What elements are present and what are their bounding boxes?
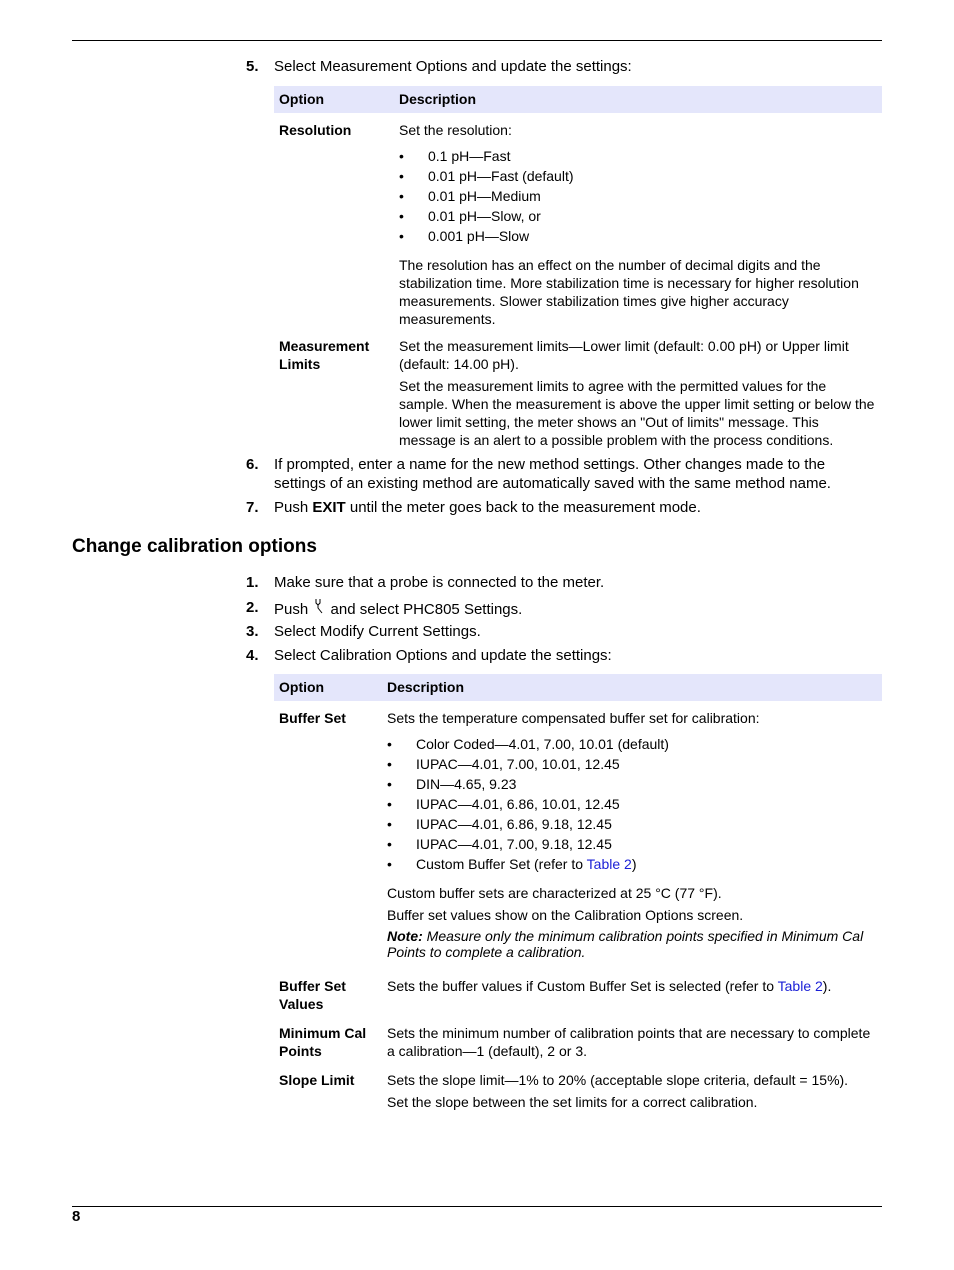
step-text: Select Calibration Options and update the settings: [274, 647, 612, 664]
measurement-options-table [274, 86, 882, 452]
note-text: Measure only the minimum calibration points specified in Minimum Cal Points to complete a calibration. [387, 928, 864, 960]
table-row [274, 113, 882, 333]
buffer-set-list [387, 734, 877, 874]
option-description [382, 969, 882, 1016]
note [387, 928, 877, 960]
option-description [382, 1063, 882, 1114]
table-row [274, 1016, 882, 1063]
section-heading: Change calibration options [72, 536, 317, 557]
wrench-icon [312, 598, 326, 619]
step-7 [246, 498, 876, 517]
header-rule [72, 40, 882, 41]
header-description: Description [394, 86, 882, 113]
step-number: 7. [246, 499, 259, 516]
header-description: Description [382, 674, 882, 701]
list-item: • DIN—4.65, 9.23 [387, 774, 877, 794]
list-item: • IUPAC—4.01, 7.00, 10.01, 12.45 [387, 754, 877, 774]
step-number: 6. [246, 456, 259, 473]
step-text [274, 598, 876, 619]
option-description [394, 113, 882, 333]
cal-step-3 [246, 622, 876, 641]
table-row [274, 969, 882, 1016]
header-option: Option [274, 86, 394, 113]
custom-bullet-close: ) [631, 856, 637, 872]
option-description: Sets the minimum number of calibration points that are necessary to complete a calibration—1 (default), 2 or 3. [387, 1025, 871, 1059]
cal-step-4 [246, 646, 876, 665]
footer-rule [72, 1206, 882, 1207]
list-item [387, 854, 877, 874]
table-2-link[interactable]: Table 2 [777, 978, 823, 994]
step-text-pre: Push [274, 601, 313, 618]
list-item: • IUPAC—4.01, 6.86, 10.01, 12.45 [387, 794, 877, 814]
cal-step-1 [246, 573, 876, 592]
note-label: Note: [387, 928, 423, 944]
page-number: 8 [72, 1208, 81, 1225]
step-5 [246, 57, 876, 76]
step-number: 1. [246, 574, 259, 591]
table-row [274, 333, 882, 452]
step-number: 5. [246, 58, 259, 75]
table-row [274, 1063, 882, 1114]
step-text [274, 498, 876, 517]
list-item: • 0.1 pH—Fast [399, 146, 877, 166]
list-item: • 0.001 pH—Slow [399, 226, 877, 246]
option-name: Minimum Cal Points [279, 1025, 367, 1059]
header-option: Option [274, 674, 382, 701]
list-item: • IUPAC—4.01, 6.86, 9.18, 12.45 [387, 814, 877, 834]
resolution-list [399, 146, 877, 246]
buffer-set-intro: Sets the temperature compensated buffer set for calibration: [387, 710, 760, 726]
step-number: 3. [246, 623, 259, 640]
calibration-options-table [274, 674, 882, 1114]
step-text: Make sure that a probe is connected to the meter. [274, 574, 605, 591]
resolution-intro: Set the resolution: [399, 122, 512, 138]
table-header-row [274, 86, 882, 113]
step-text: Select Modify Current Settings. [274, 623, 481, 640]
step-text-post: until the meter goes back to the measurement mode. [345, 499, 701, 516]
table-row [274, 701, 882, 969]
option-name: Buffer Set Values [279, 978, 346, 1012]
option-name: Buffer Set [279, 710, 346, 726]
list-item: • 0.01 pH—Medium [399, 186, 877, 206]
option-name: Measurement Limits [279, 338, 370, 372]
option-name: Slope Limit [279, 1072, 355, 1088]
list-item: • IUPAC—4.01, 7.00, 9.18, 12.45 [387, 834, 877, 854]
cal-step-2 [246, 598, 876, 619]
step-text-post: and select PHC805 Settings. [326, 601, 523, 618]
buffer-set-p2: Buffer set values show on the Calibration Options screen. [387, 907, 744, 923]
step-text-pre: Push [274, 499, 313, 516]
custom-bullet-text: Custom Buffer Set (refer to [416, 856, 587, 872]
exit-key-label: EXIT [312, 499, 346, 516]
step-text: If prompted, enter a name for the new method settings. Other changes made to the settings of an existing method are automatically saved with the same method name. [274, 456, 831, 492]
slope-p2: Set the slope between the set limits for a correct calibration. [387, 1094, 758, 1110]
limits-p1: Set the measurement limits—Lower limit (default: 0.00 pH) or Upper limit (default: 14.00 pH). [399, 338, 849, 372]
buffer-values-text: Sets the buffer values if Custom Buffer Set is selected (refer to [387, 978, 778, 994]
step-text: Select Measurement Options and update the settings: [274, 58, 632, 75]
buffer-values-close: ). [822, 978, 832, 994]
option-description [394, 333, 882, 452]
table-2-link[interactable]: Table 2 [586, 856, 632, 872]
limits-p2: Set the measurement limits to agree with the permitted values for the sample. When the measurement is above the upper limit setting or below the lower limit setting, the meter shows an "Out of limits" message. This message is an alert to a possible problem with the process conditions. [399, 378, 875, 448]
buffer-set-p1: Custom buffer sets are characterized at 25 °C (77 °F). [387, 885, 722, 901]
list-item: • Color Coded—4.01, 7.00, 10.01 (default) [387, 734, 877, 754]
option-name: Resolution [279, 122, 352, 138]
resolution-body: The resolution has an effect on the number of decimal digits and the stabilization time. More stabilization time is necessary for higher resolution measurements. Slower stabilization times give higher accuracy measurements. [399, 257, 859, 327]
option-description [382, 701, 882, 969]
list-item: • 0.01 pH—Slow, or [399, 206, 877, 226]
step-6 [246, 455, 876, 493]
list-item: • 0.01 pH—Fast (default) [399, 166, 877, 186]
slope-p1: Sets the slope limit—1% to 20% (acceptable slope criteria, default = 15%). [387, 1072, 849, 1088]
step-number: 4. [246, 647, 259, 664]
table-header-row [274, 674, 882, 701]
step-number: 2. [246, 599, 259, 616]
